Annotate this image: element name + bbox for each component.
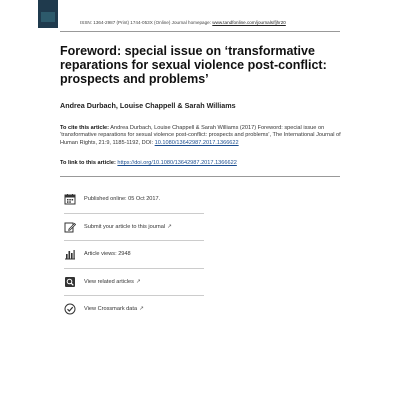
- submit-article-label[interactable]: Submit your article to this journal: [84, 223, 166, 230]
- article-title: Foreword: special issue on ‘transformative reparations for sexual violence post-conflict: prospects and problems’: [60, 44, 327, 86]
- journal-cover-thumbnail: [38, 0, 58, 28]
- link-to-article: [60, 160, 237, 166]
- edit-icon: [64, 221, 76, 233]
- issn-text: ISSN: 1364-2987 (Print) 1744-053X (Online) Journal homepage:: [80, 20, 211, 25]
- issn-line: [80, 20, 286, 25]
- article-views-label: Article views: 2948: [84, 251, 131, 258]
- external-link-icon: ↗: [135, 278, 141, 285]
- citation-doi-link[interactable]: 10.1080/13642987.2017.1366622: [154, 139, 239, 146]
- article-doi-link[interactable]: https://doi.org/10.1080/13642987.2017.1366622: [117, 160, 237, 166]
- published-online-label: Published online: 05 Oct 2017.: [84, 196, 161, 203]
- related-articles-row[interactable]: [64, 269, 204, 297]
- crossmark-label[interactable]: View Crossmark data: [84, 306, 138, 313]
- citation-block: [60, 125, 345, 147]
- crossmark-icon: [64, 303, 76, 315]
- submit-article-row[interactable]: [64, 214, 204, 242]
- journal-homepage-link[interactable]: www.tandfonline.com/journals/fjhr20: [212, 20, 286, 25]
- link-to-label: To link to this article:: [60, 160, 116, 166]
- top-divider: [60, 31, 340, 32]
- published-online-row: [64, 186, 204, 214]
- citation-text: Andrea Durbach, Louise Chappell & Sarah Williams (2017) Foreword: special issue on ‘transformative reparations for sexual violence post-conflict: prospects and problems’, The International Journal of Human Rights, 21:9, 1185-1192, DOI:: [60, 125, 341, 146]
- article-authors: Andrea Durbach, Louise Chappell & Sarah Williams: [60, 101, 236, 110]
- external-link-icon: ↗: [167, 223, 172, 230]
- crossmark-row[interactable]: [64, 296, 204, 323]
- article-actions-list: [64, 186, 204, 323]
- external-link-icon: ↗: [139, 306, 144, 313]
- article-views-row: [64, 241, 204, 269]
- bar-chart-icon: [64, 248, 76, 260]
- middle-divider: [60, 176, 340, 177]
- related-icon: [64, 276, 76, 288]
- citation-label: To cite this article:: [60, 125, 110, 131]
- calendar-icon: [64, 193, 76, 205]
- related-articles-label[interactable]: View related articles: [84, 278, 134, 285]
